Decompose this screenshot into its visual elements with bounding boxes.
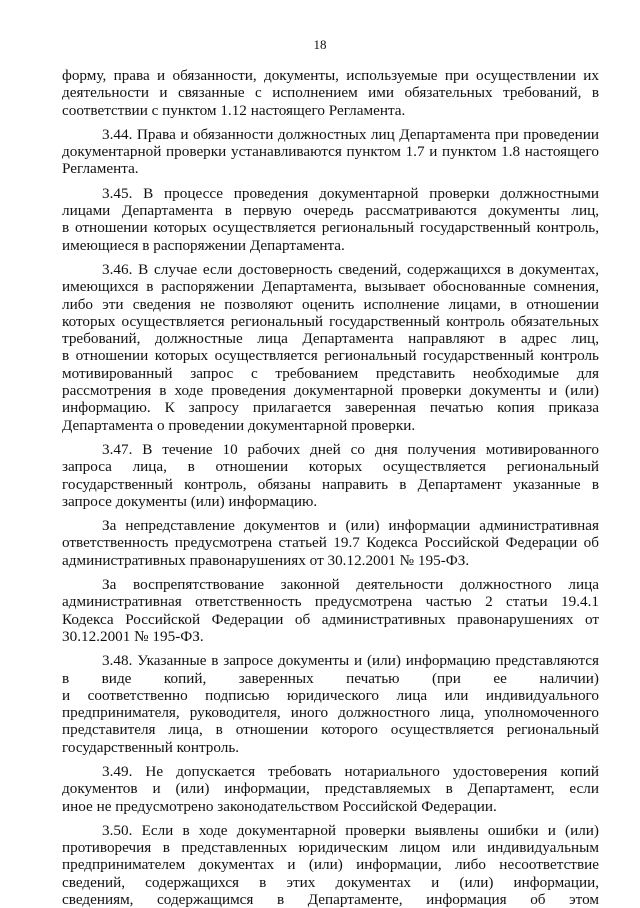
paragraph-3-50	[62, 822, 599, 908]
paragraph-non-submission	[62, 517, 599, 569]
text-line: форму, права и обязанности, документы, используемые при осуществлении их	[62, 67, 599, 84]
text-line: соответствии с пунктом 1.12 настоящего Регламента.	[62, 101, 406, 119]
text-line: в виде копий, заверенных печатью (при ее наличии)	[62, 669, 599, 687]
text-line: Департамента о проведении документарной проверки.	[62, 416, 416, 434]
text-line: лицами Департамента в первую очередь рассматриваются документы лиц,	[62, 202, 599, 220]
text-line: 30.12.2001 № 195-ФЗ.	[62, 627, 204, 645]
text-line: 3.45. В процессе проведения документарной проверки должностными	[102, 184, 599, 202]
text-line: сведениям, содержащимся в Департаменте, информация об этом	[62, 891, 599, 908]
text-line: предпринимателя, руководителя, иного должностного лица, уполномоченного	[62, 704, 599, 722]
text-line: и соответственно подписью юридического лица или индивидуального	[62, 686, 599, 704]
text-line: Регламента.	[62, 160, 139, 178]
text-line: запросе документы (или) информацию.	[62, 492, 318, 510]
text-line: административная ответственность предусмотрена частью 2 статьи 19.4.1	[62, 593, 599, 611]
paragraph-continuation	[62, 67, 599, 119]
text-line: в отношении которых осуществляется региональный государственный контроль	[62, 347, 599, 365]
text-line: Кодекса Российской Федерации об административных правонарушениях от	[62, 610, 599, 628]
paragraph-3-46	[62, 261, 599, 434]
text-line: противоречия в представленных юридическим лицом или индивидуальным	[62, 839, 599, 857]
text-line: 3.49. Не допускается требовать нотариального удостоверения копий	[102, 762, 599, 780]
paragraph-obstruction	[62, 576, 599, 645]
text-line: государственный контроль.	[62, 738, 240, 756]
text-line: предпринимателем документах и (или) информации, либо несоответствие	[62, 856, 599, 874]
paragraph-3-47	[62, 441, 599, 510]
document-body	[62, 67, 599, 908]
text-line: 3.44. Права и обязанности должностных лиц Департамента при проведении	[102, 125, 599, 143]
text-line: За непредставление документов и (или) информации административная	[102, 517, 599, 535]
text-line: административных правонарушениях от 30.12.2001 № 195-ФЗ.	[62, 551, 470, 569]
text-line: 3.48. Указанные в запросе документы и (или) информацию представляются	[102, 652, 599, 670]
paragraph-3-44	[62, 126, 599, 178]
text-line: государственный контроль, обязаны направить в Департамент указанные в	[62, 475, 599, 493]
text-line: представителя лица, в отношении которого осуществляется региональный	[62, 721, 599, 739]
text-line: имеющиеся в распоряжении Департамента.	[62, 236, 345, 254]
text-line: запроса лица, в отношении которых осуществляется региональный	[62, 458, 599, 476]
text-line: информацию. К запросу прилагается заверенная печатью копия приказа	[62, 399, 599, 417]
text-line: которых осуществляется региональный государственный контроль обязательных	[62, 312, 599, 330]
text-line: 3.50. Если в ходе документарной проверки выявлены ошибки и (или)	[102, 821, 599, 839]
text-line: 3.47. В течение 10 рабочих дней со дня получения мотивированного	[102, 440, 599, 458]
text-line: документов и (или) информации, представляемых в Департамент, если	[62, 780, 599, 798]
text-line: рассмотрения в ходе проведения документарной проверки документы и (или)	[62, 382, 599, 400]
text-line: требований, должностные лица Департамента направляют в адрес лиц,	[62, 330, 599, 348]
text-line: в отношении которых осуществляется региональный государственный контроль,	[62, 219, 599, 237]
text-line: мотивированный запрос с требованием представить необходимые для	[62, 364, 599, 382]
paragraph-3-49	[62, 763, 599, 815]
page-number: 18	[313, 37, 327, 52]
paragraph-3-45	[62, 185, 599, 254]
text-line: либо эти сведения не позволяют оценить исполнение лицами, в отношении	[62, 295, 599, 313]
text-line: имеющихся в распоряжении Департамента, вызывает обоснованные сомнения,	[62, 278, 599, 296]
text-line: 3.46. В случае если достоверность сведений, содержащихся в документах,	[102, 260, 599, 278]
text-line: документарной проверки устанавливаются пунктом 1.7 и пунктом 1.8 настоящего	[62, 143, 599, 161]
text-line: ответственность предусмотрена статьей 19.7 Кодекса Российской Федерации об	[62, 534, 599, 552]
text-line: За воспрепятствование законной деятельности должностного лица	[102, 576, 599, 594]
text-line: деятельности и связанные с исполнением ими обязательных требований, в	[62, 84, 599, 102]
paragraph-3-48	[62, 652, 599, 756]
text-line: иное не предусмотрено законодательством Российской Федерации.	[62, 797, 497, 815]
text-line: сведений, содержащихся в этих документах и (или) информации,	[62, 873, 599, 891]
